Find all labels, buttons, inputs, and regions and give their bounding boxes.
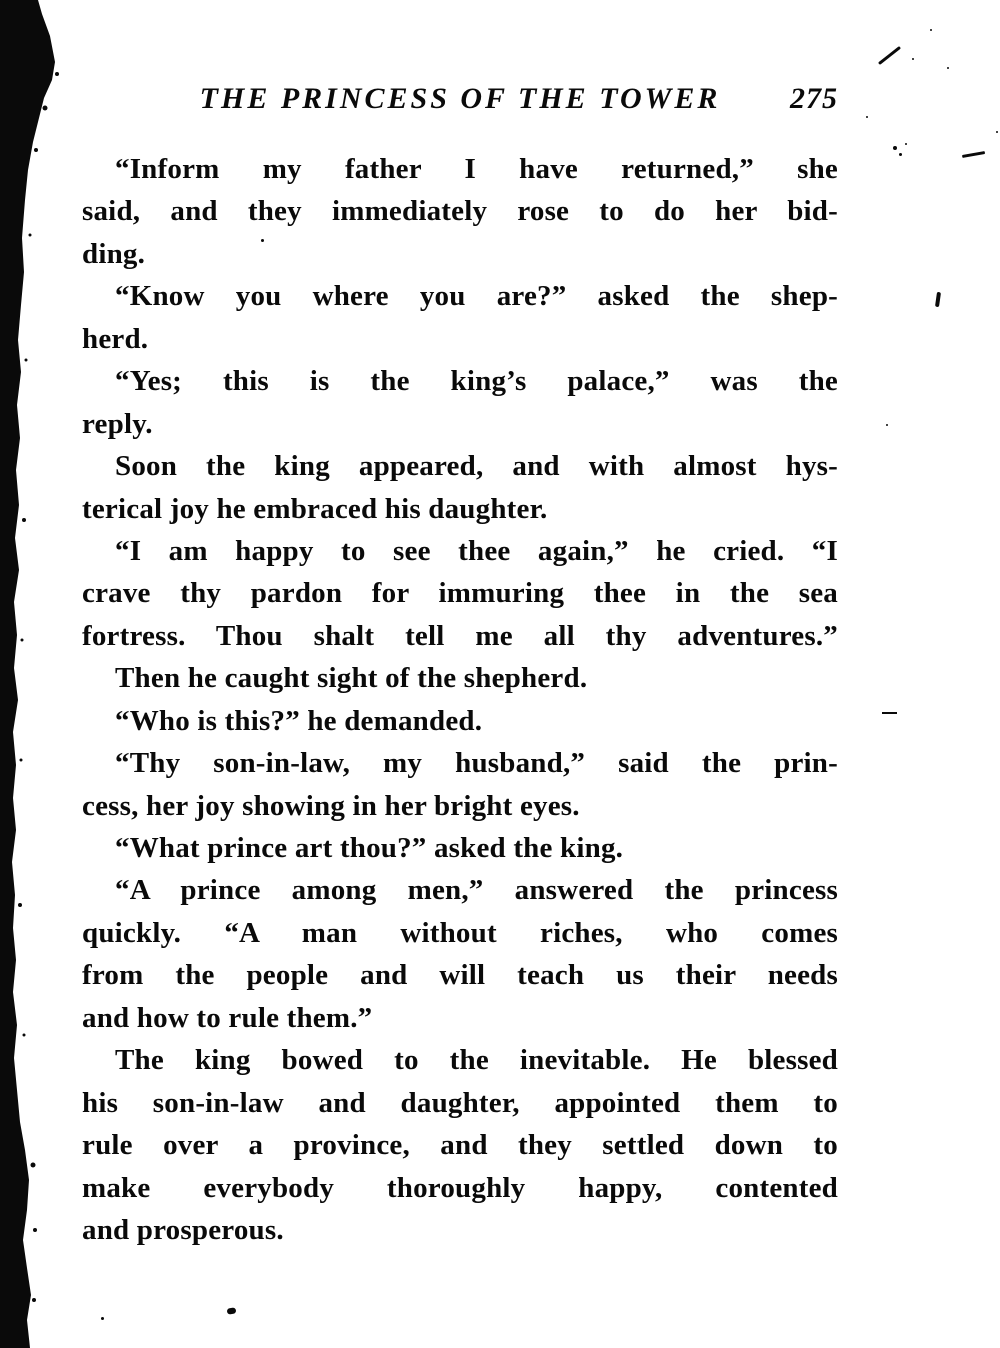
scan-speck (101, 1317, 104, 1320)
text-line: reply. (82, 407, 153, 440)
text-line: ding. (82, 237, 146, 270)
text-line: “Know you where you are?” asked the shep- (115, 280, 838, 313)
text-line: crave thy pardon for immuring thee in the sea (82, 577, 838, 610)
scan-blob-mark (227, 1307, 237, 1314)
text-block (82, 148, 838, 1251)
scan-speck (893, 146, 897, 150)
text-line: “Who is this?” he demanded. (115, 704, 483, 737)
scan-dash-mark (882, 712, 897, 714)
scan-dash-mark (962, 151, 985, 157)
text-line: his son-in-law and daughter, appointed them to (82, 1086, 838, 1119)
text-line: “I am happy to see thee again,” he cried. “I (115, 534, 838, 567)
running-title: THE PRINCESS OF THE TOWER (199, 82, 721, 115)
page-header (82, 82, 838, 122)
text-line: quickly. “A man without riches, who comes (82, 916, 838, 949)
text-line: “A prince among men,” answered the princess (115, 874, 838, 907)
text-line: “What prince art thou?” asked the king. (115, 832, 624, 864)
text-line: terical joy he embraced his daughter. (82, 492, 548, 525)
scan-speck (886, 424, 888, 426)
text-line: Then he caught sight of the shepherd. (115, 662, 588, 695)
text-line: “Yes; this is the king’s palace,” was the (115, 365, 838, 398)
text-line: “Thy son-in-law, my husband,” said the prin- (115, 747, 838, 780)
text-line: from the people and will teach us their needs (82, 959, 838, 992)
text-line: fortress. Thou shalt tell me all thy adventures.” (82, 619, 838, 652)
text-line: rule over a province, and they settled down to (82, 1129, 838, 1162)
scan-speck (866, 116, 868, 118)
text-line: and how to rule them.” (82, 1001, 373, 1034)
text-line: make everybody thoroughly happy, contented (82, 1171, 838, 1204)
text-line: said, and they immediately rose to do her bid- (82, 195, 838, 228)
scan-gutter-artifact (0, 0, 70, 1348)
text-line: Soon the king appeared, and with almost hys- (115, 450, 838, 483)
page-number: 275 (790, 82, 838, 115)
scan-speck (930, 29, 932, 31)
scan-speck (912, 58, 914, 60)
scan-tick-mark (935, 292, 941, 307)
text-line: The king bowed to the inevitable. He blessed (115, 1044, 838, 1077)
scan-slash-mark (878, 46, 901, 65)
scan-speck (261, 239, 264, 242)
scan-speck (905, 143, 907, 145)
scan-speck (996, 131, 998, 133)
text-line: cess, her joy showing in her bright eyes. (82, 789, 580, 822)
text-line: and prosperous. (82, 1213, 284, 1246)
text-line: herd. (82, 322, 149, 355)
scan-speck (947, 67, 949, 69)
scan-speck (899, 153, 902, 156)
text-line: “Inform my father I have returned,” she (115, 153, 838, 185)
